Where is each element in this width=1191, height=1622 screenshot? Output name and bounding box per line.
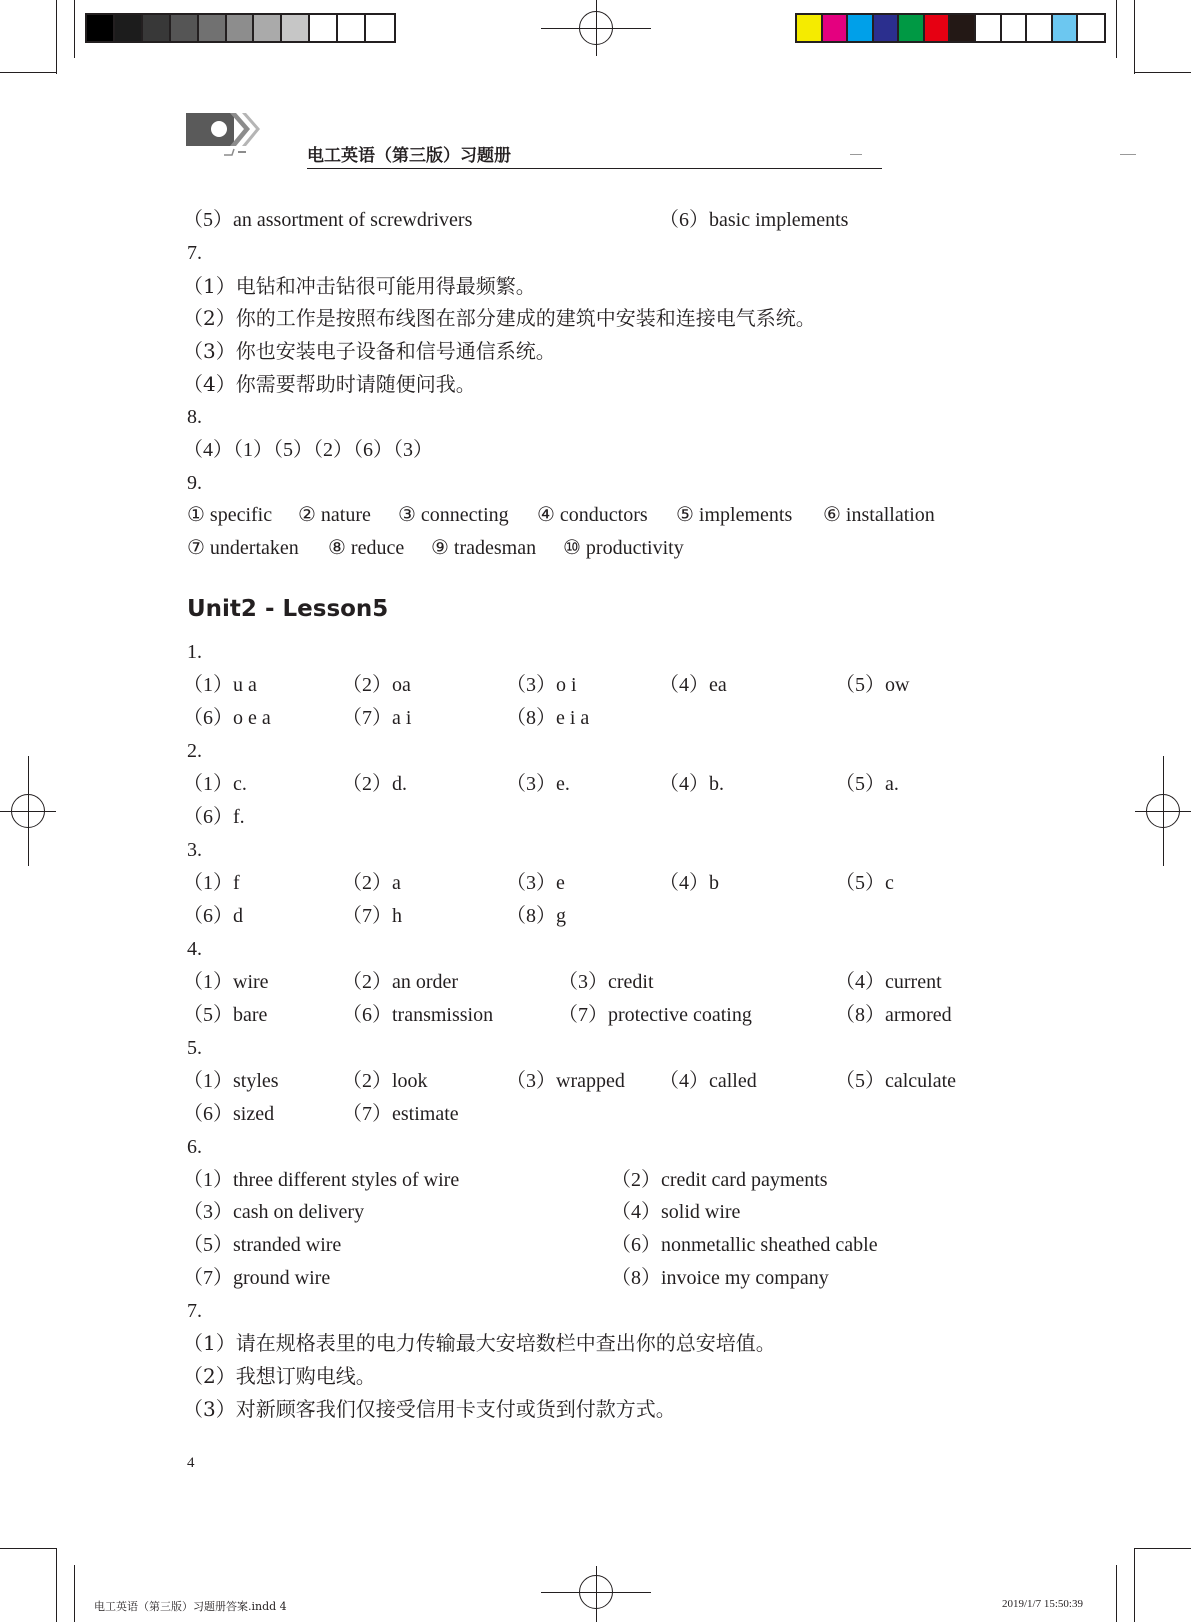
answer-item: （2）我想订购电线。	[183, 1364, 376, 1388]
question-number: 1.	[187, 641, 202, 663]
answer-item: （5）stranded wire	[183, 1234, 342, 1256]
answer-item: （6）d	[183, 905, 243, 927]
answer-item: （7）protective coating	[558, 1004, 752, 1026]
answer-item: （6）o e a	[183, 707, 271, 729]
answer-item: （1）f	[183, 872, 240, 894]
answer-item: ⑦ undertaken	[187, 537, 299, 559]
answer-item: （7）ground wire	[183, 1267, 331, 1289]
answer-item: （1）styles	[183, 1070, 279, 1092]
answer-item: （6）basic implements	[659, 209, 849, 231]
answer-item: （6）sized	[183, 1103, 275, 1125]
answer-item: （5）calculate	[835, 1070, 957, 1092]
answer-item: ④ conductors	[537, 504, 648, 526]
answer-item: （8）e i a	[506, 707, 590, 729]
answer-item: （4）b.	[659, 773, 724, 795]
answer-item: （4）b	[659, 872, 719, 894]
unit-heading: Unit2 - Lesson5	[187, 596, 389, 622]
answer-item: （7）h	[342, 905, 402, 927]
answer-item: （1）电钻和冲击钻很可能用得最频繁。	[183, 274, 536, 298]
answer-item: （2）look	[342, 1070, 428, 1092]
calibration-swatch	[87, 15, 115, 41]
answer-item: （3）cash on delivery	[183, 1201, 365, 1223]
answer-item: （3）credit	[558, 971, 654, 993]
calibration-swatch	[899, 15, 925, 41]
answer-item: ⑩ productivity	[563, 537, 684, 559]
answer-item: （8）invoice my company	[611, 1267, 829, 1289]
answer-item: （4）current	[835, 971, 942, 993]
answer-item: （6）transmission	[342, 1004, 494, 1026]
calibration-swatch	[199, 15, 227, 41]
answer-item: （4）called	[659, 1070, 757, 1092]
footer-timestamp: 2019/1/7 15:50:39	[1002, 1598, 1083, 1610]
calibration-swatch	[115, 15, 143, 41]
calibration-swatch	[950, 15, 976, 41]
answer-item: （5）a.	[835, 773, 899, 795]
margin-mark	[1120, 154, 1136, 155]
calibration-swatch	[1027, 15, 1053, 41]
calibration-swatch	[976, 15, 1002, 41]
answer-item: ⑥ installation	[823, 504, 935, 526]
answer-item: （7）estimate	[342, 1103, 459, 1125]
answer-item: （4）你需要帮助时请随便问我。	[183, 372, 476, 396]
color-calibration-bar	[795, 13, 1106, 43]
answer-item: （5）c	[835, 872, 894, 894]
answer-item: （4）ea	[659, 674, 727, 696]
question-number: 6.	[187, 1136, 202, 1158]
answer-item: （4）（1）（5）（2）（6）（3）	[183, 439, 433, 461]
answer-item: （7）a i	[342, 707, 412, 729]
calibration-swatch	[366, 15, 394, 41]
answer-item: （1）c.	[183, 773, 247, 795]
question-number: 7.	[187, 1300, 202, 1322]
answer-item: （5）an assortment of screwdrivers	[183, 209, 473, 231]
question-number: 7.	[187, 242, 202, 264]
answer-item: （2）an order	[342, 971, 459, 993]
answer-item: （3）你也安装电子设备和信号通信系统。	[183, 339, 556, 363]
calibration-swatch	[797, 15, 823, 41]
calibration-swatch	[282, 15, 310, 41]
answer-item: （3）e	[506, 872, 565, 894]
answer-item: （2）d.	[342, 773, 407, 795]
calibration-swatch	[1002, 15, 1028, 41]
calibration-swatch	[925, 15, 951, 41]
answer-item: ⑨ tradesman	[431, 537, 537, 559]
footer-file-name: 电工英语（第三版）习题册答案.indd 4	[94, 1600, 287, 1613]
answer-item: ⑧ reduce	[328, 537, 405, 559]
book-title: 电工英语（第三版）习题册	[307, 146, 511, 166]
chapter-logo-icon	[186, 111, 268, 157]
answer-item: （3）o i	[506, 674, 577, 696]
answer-item: ③ connecting	[398, 504, 509, 526]
answer-item: （2）oa	[342, 674, 411, 696]
question-number: 3.	[187, 839, 202, 861]
calibration-swatch	[310, 15, 338, 41]
grayscale-calibration-bar	[85, 13, 396, 43]
answer-item: （1）three different styles of wire	[183, 1169, 460, 1191]
answer-item: ① specific	[187, 504, 273, 526]
header-mark	[850, 154, 862, 155]
calibration-swatch	[227, 15, 255, 41]
calibration-swatch	[1078, 15, 1104, 41]
answer-item: （8）armored	[835, 1004, 952, 1026]
calibration-swatch	[1053, 15, 1079, 41]
answer-item: （6）f.	[183, 806, 245, 828]
answer-item: （4）solid wire	[611, 1201, 741, 1223]
calibration-swatch	[874, 15, 900, 41]
answer-item: （8）g	[506, 905, 566, 927]
answer-item: ⑤ implements	[676, 504, 793, 526]
calibration-swatch	[848, 15, 874, 41]
question-number: 2.	[187, 740, 202, 762]
answer-item: （5）ow	[835, 674, 910, 696]
answer-item: （1）u a	[183, 674, 257, 696]
answer-item: （1）请在规格表里的电力传输最大安培数栏中查出你的总安培值。	[183, 1331, 776, 1355]
answer-item: （3）wrapped	[506, 1070, 625, 1092]
answer-item: （6）nonmetallic sheathed cable	[611, 1234, 878, 1256]
answer-item: ② nature	[298, 504, 371, 526]
calibration-swatch	[338, 15, 366, 41]
answer-item: （2）credit card payments	[611, 1169, 828, 1191]
question-number: 8.	[187, 406, 202, 428]
calibration-swatch	[171, 15, 199, 41]
question-number: 5.	[187, 1037, 202, 1059]
answer-item: （5）bare	[183, 1004, 268, 1026]
header-rule	[307, 168, 882, 169]
answer-item: （3）e.	[506, 773, 570, 795]
calibration-swatch	[823, 15, 849, 41]
answer-item: （1）wire	[183, 971, 269, 993]
page-number: 4	[187, 1455, 195, 1471]
question-number: 9.	[187, 472, 202, 494]
question-number: 4.	[187, 938, 202, 960]
calibration-swatch	[143, 15, 171, 41]
calibration-swatch	[254, 15, 282, 41]
answer-item: （2）a	[342, 872, 401, 894]
answer-item: （2）你的工作是按照布线图在部分建成的建筑中安装和连接电气系统。	[183, 306, 816, 330]
answer-item: （3）对新顾客我们仅接受信用卡支付或货到付款方式。	[183, 1397, 676, 1421]
